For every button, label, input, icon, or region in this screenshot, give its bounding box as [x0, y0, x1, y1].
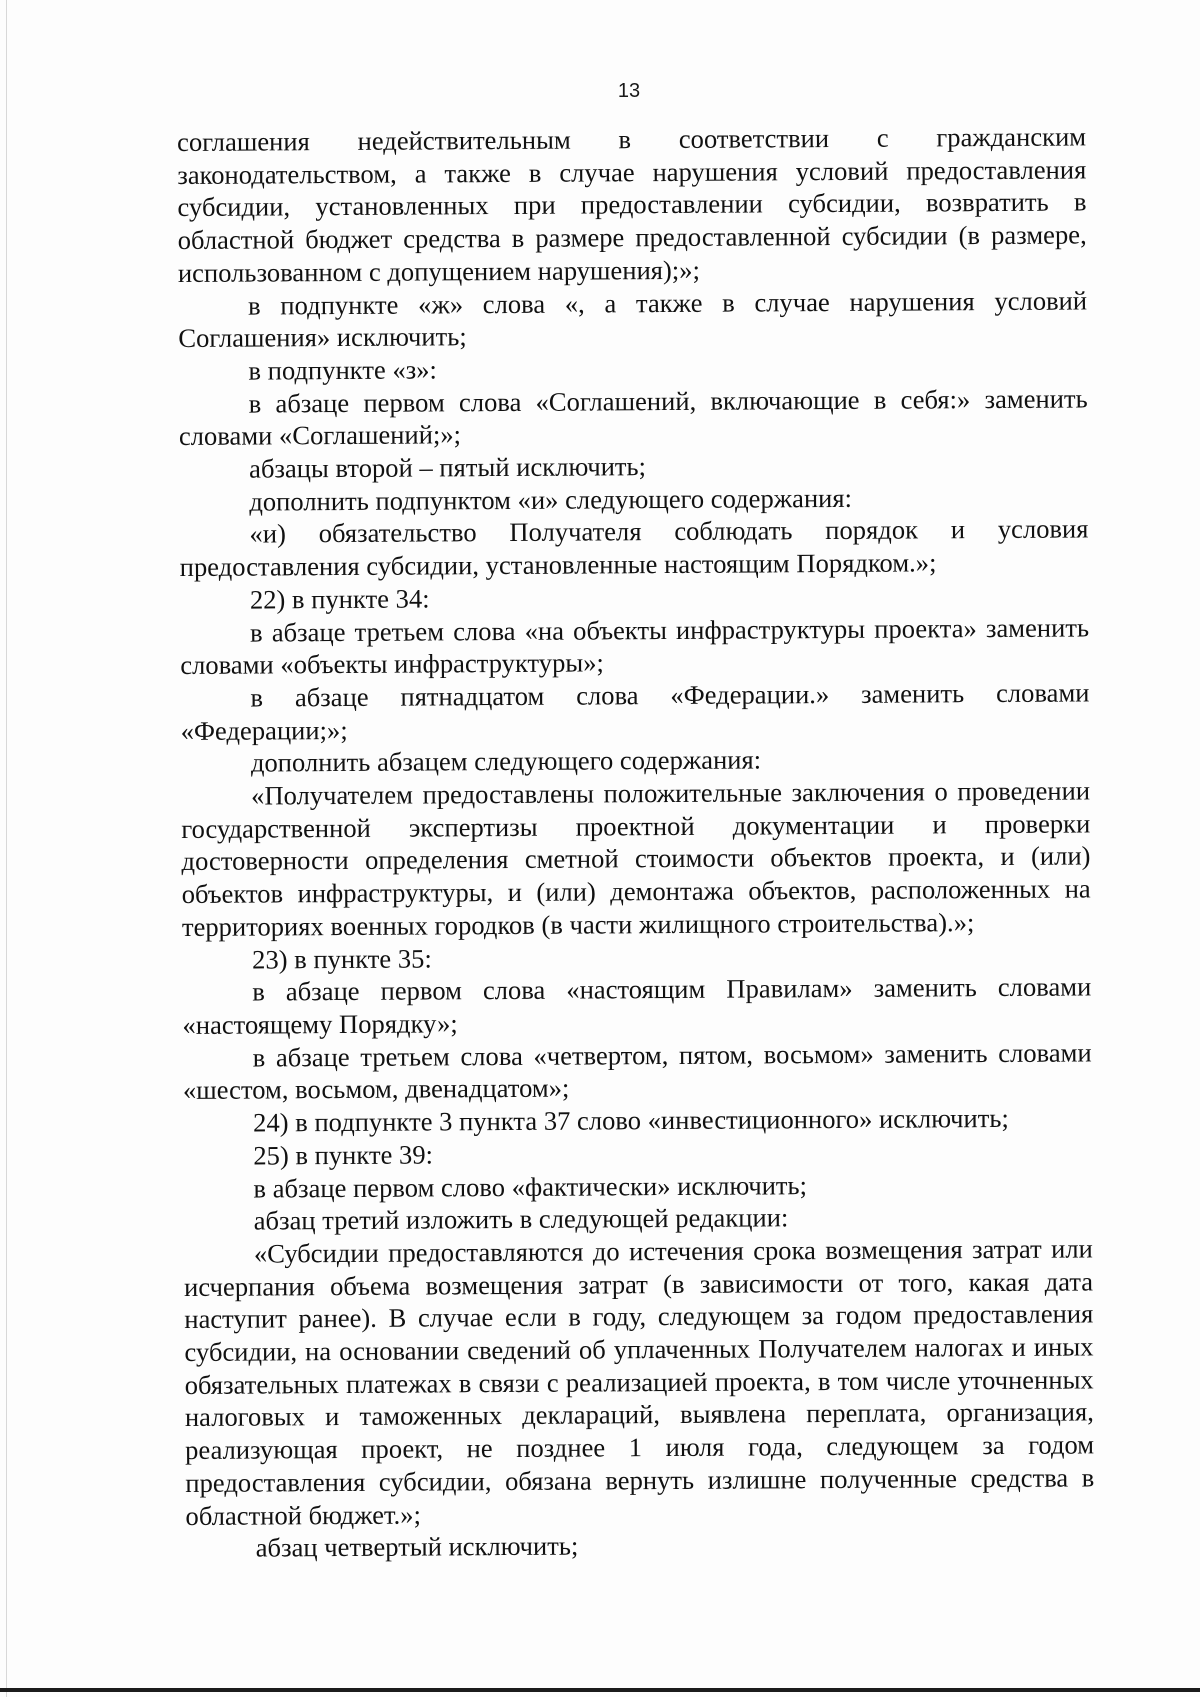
- paragraph-6: дополнить подпунктом «и» следующего содержания:: [249, 482, 853, 517]
- paragraph-7: «и) обязательство Получателя соблюдать порядок и условия предоставления субсидии, установленные настоящим Порядком.»;: [179, 513, 1089, 583]
- paragraph-20: «Субсидии предоставляются до истечения срока возмещения затрат или исчерпания объема возмещения затрат (в зависимости от того, какая дата наступит ранее). В случае если в году, следующем за годом предоставления субсидии, на основании сведений об уплаченных Получателем налогах и иных обязательных платежах в связи с реализацией проекта, в том числе уточненных налоговых и таможенных деклараций, выявлена переплата, организация, реализующая проект, не позднее 1 июля года, следующем за годом предоставления субсидии, обязана вернуть излишне полученные средства в областной бюджет.»;: [183, 1233, 1095, 1531]
- paragraph-21: абзац четвертый исключить;: [255, 1530, 579, 1563]
- paragraph-4: в абзаце первом слова «Соглашений, включающие в себя:» заменить словами «Соглашений;»;: [178, 383, 1088, 452]
- paragraph-15: в абзаце третьем слова «четвертом, пятом, восьмом» заменить словами «шестом, восьмом, двенадцатом»;: [182, 1037, 1092, 1106]
- page-number: 13: [617, 80, 641, 102]
- paragraph-8: 22) в пункте 34:: [249, 583, 430, 615]
- paragraph-3: в подпункте «з»:: [248, 354, 437, 386]
- paragraph-14: в абзаце первом слова «настоящим Правилам» заменить словами «настоящему Порядку»;: [182, 971, 1092, 1040]
- paragraph-2: в подпункте «ж» слова «, а также в случае нарушения условий Соглашения» исключить;: [178, 284, 1088, 354]
- document-body: [177, 120, 1095, 1564]
- paragraph-11: дополнить абзацем следующего содержания:: [250, 744, 762, 778]
- paragraph-13: 23) в пункте 35:: [251, 943, 432, 975]
- paragraph-18: в абзаце первом слово «фактически» исключить;: [253, 1169, 808, 1204]
- scan-bottom-edge: [0, 1688, 1200, 1692]
- paragraph-19: абзац третий изложить в следующей редакции:: [253, 1202, 789, 1236]
- paragraph-5: абзацы второй – пятый исключить;: [249, 451, 647, 484]
- paragraph-1: соглашения недействительным в соответствии с гражданским законодательством, а также в случае нарушения условий предоставления субсидии, установленных при предоставлении субсидии, возвратить в областной бюджет средства в размере предоставленной субсидии (в размере, использованном с допущением нарушения);»;: [177, 121, 1087, 288]
- paragraph-10: в абзаце пятнадцатом слова «Федерации.» заменить словами «Федерации;»;: [180, 677, 1090, 746]
- scan-left-edge: [6, 0, 7, 1697]
- paragraph-9: в абзаце третьем слова «на объекты инфраструктуры проекта» заменить словами «объекты инфраструктуры»;: [180, 611, 1090, 681]
- paragraph-17: 25) в пункте 39:: [253, 1139, 434, 1171]
- paragraph-16: 24) в подпункте 3 пункта 37 слово «инвестиционного» исключить;: [252, 1103, 1009, 1138]
- paragraph-12: «Получателем предоставлены положительные заключения о проведении государственной экспертизы проектной документации и проверки достоверности определения сметной стоимости объектов проекта, и (или) объектов инфраструктуры, и (или) демонтажа объектов, расположенных на территориях военных городков (в части жилищного строительства).»;: [181, 775, 1091, 942]
